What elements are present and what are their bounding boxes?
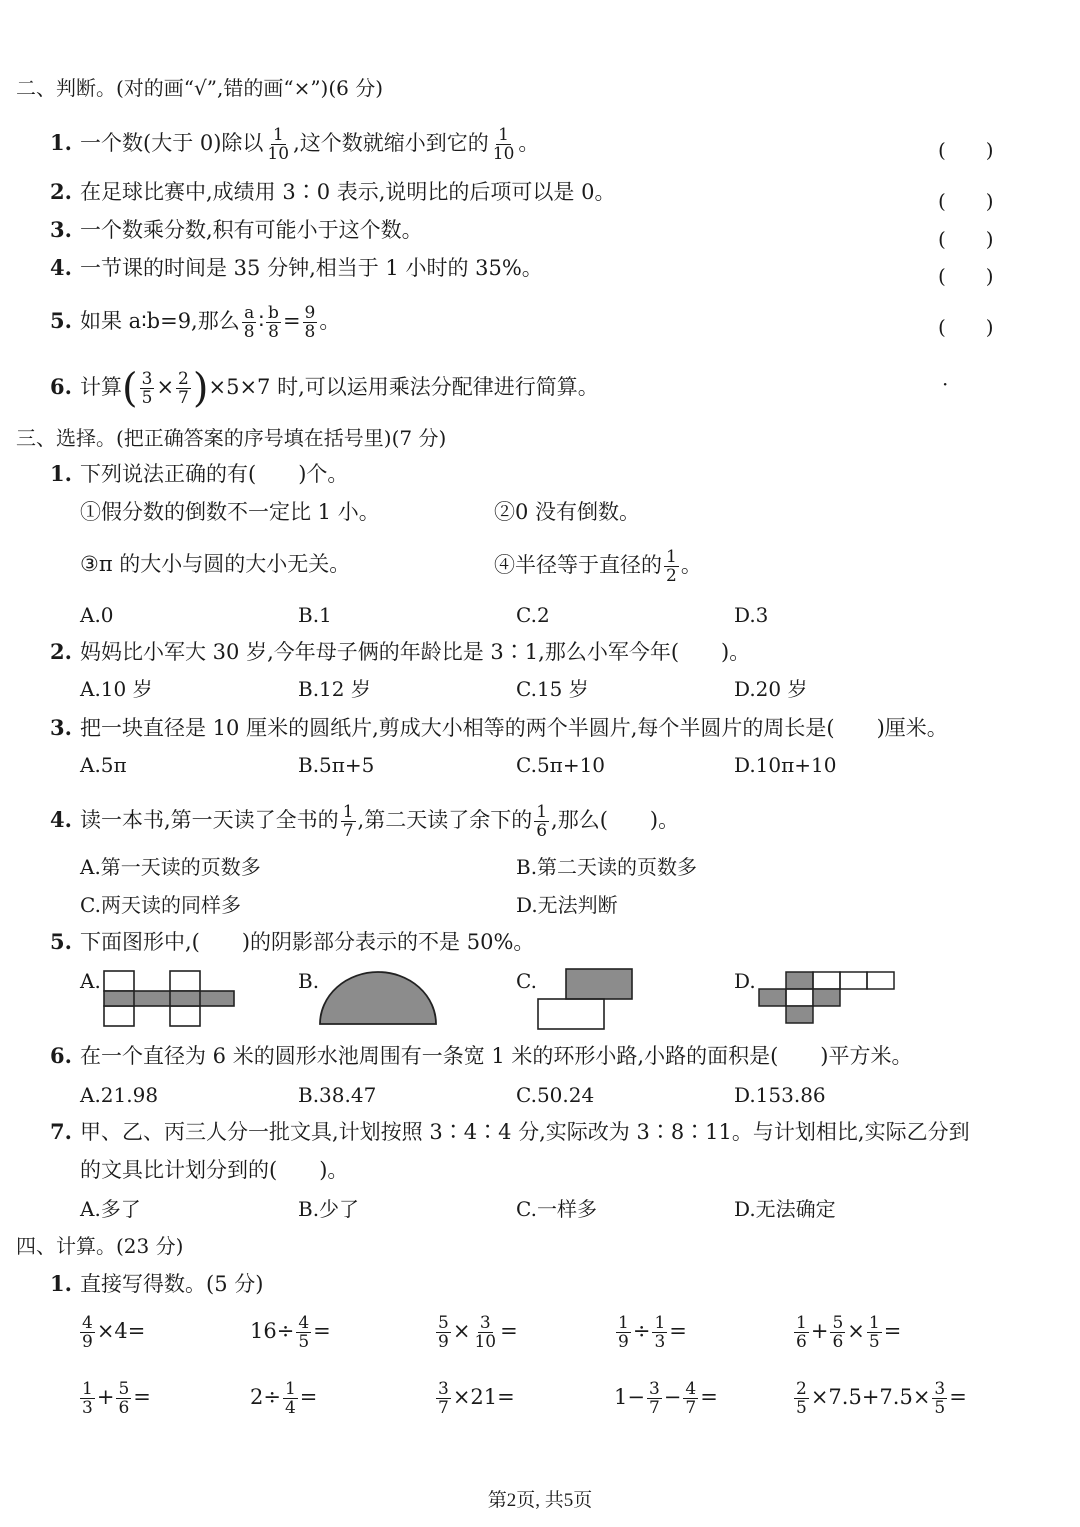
statement-1: ①假分数的倒数不一定比 1 小。 [80,500,380,524]
section-2-title: 二、判断。(对的画“√”,错的画“×”)(6 分) [16,76,384,100]
choice-item-2: 2. 妈妈比小军大 30 岁,今年母子俩的年龄比是 3∶1,那么小军今年( )。 [50,639,751,664]
option-7b[interactable]: B.少了 [298,1197,360,1221]
answer-blank-3[interactable]: ( ) [938,227,994,251]
option-7d[interactable]: D.无法确定 [734,1197,836,1221]
option-2c[interactable]: C.15 岁 [516,677,589,701]
judge-item-6: 6. 计算( $\frac{3}{5}$ × $\frac{2}{7}$ )×5×7 时,可以运用乘法分配律进行简算。 [50,365,599,412]
judge-item-3: 3. 一个数乘分数,积有可能小于这个数。 [50,217,423,242]
choice-item-1: 1. 下列说法正确的有( )个。 [50,461,349,486]
calc-1-3: $\frac{5}{9}$ × $\frac{3}{10}$ = [438,1313,518,1352]
option-5c-label[interactable]: C. [516,969,537,993]
judge-item-2: 2. 在足球比赛中,成绩用 3∶0 表示,说明比的后项可以是 0。 [50,179,616,204]
figure-c [534,966,638,1032]
figure-b [316,968,440,1028]
option-5b-label[interactable]: B. [298,969,320,993]
option-3a[interactable]: A.5π [80,753,127,777]
calc-2-4: 1− $\frac{3}{7}$ − $\frac{4}{7}$ = [614,1379,718,1418]
choice-item-7-cont: 的文具比计划分到的( )。 [80,1158,349,1182]
judge-item-4: 4. 一节课的时间是 35 分钟,相当于 1 小时的 35%。 [50,255,543,280]
answer-blank-4[interactable]: ( ) [938,264,994,288]
choice-item-6: 6. 在一个直径为 6 米的圆形水池周围有一条宽 1 米的环形小路,小路的面积是( )平方米。 [50,1043,913,1068]
option-3b[interactable]: B.5π+5 [298,753,375,777]
choice-item-4: 4. 读一本书,第一天读了全书的 $\frac{1}{7}$ ,第二天读了余下的 $\frac{1}{6}$ ,那么( )。 [50,802,680,841]
page-footer: 第2页, 共5页 [487,1490,593,1511]
calc-2-2: 2÷ $\frac{1}{4}$ = [250,1379,318,1418]
option-2d[interactable]: D.20 岁 [734,677,808,701]
judge-item-1: 1. 一个数(大于 0)除以 $\frac{1}{10}$ ,这个数就缩小到它的 $\frac{1}{10}$ 。 [50,125,540,164]
section-3-title: 三、选择。(把正确答案的序号填在括号里)(7 分) [16,426,447,450]
choice-item-3: 3. 把一块直径是 10 厘米的圆纸片,剪成大小相等的两个半圆片,每个半圆片的周长是( )厘米。 [50,715,948,740]
choice-item-5: 5. 下面图形中,( )的阴影部分表示的不是 50%。 [50,929,535,954]
option-7a[interactable]: A.多了 [80,1197,141,1221]
option-6b[interactable]: B.38.47 [298,1083,377,1107]
option-3c[interactable]: C.5π+10 [516,753,606,777]
answer-blank-2[interactable]: ( ) [938,189,994,213]
option-4b[interactable]: B.第二天读的页数多 [516,855,698,879]
option-5d-label[interactable]: D. [734,969,756,993]
calc-1-5: $\frac{1}{6}$ + $\frac{5}{6}$ × $\frac{1}{5}$ = [796,1313,902,1352]
option-2a[interactable]: A.10 岁 [80,677,153,701]
option-3d[interactable]: D.10π+10 [734,753,837,777]
calc-1-2: 16÷ $\frac{4}{5}$ = [250,1313,331,1352]
option-1c[interactable]: C.2 [516,603,550,627]
option-2b[interactable]: B.12 岁 [298,677,371,701]
statement-4: ④半径等于直径的 $\frac{1}{2}$ 。 [494,547,702,586]
calc-1-4: $\frac{1}{9}$ ÷ $\frac{1}{3}$ = [618,1313,687,1352]
choice-item-7: 7. 甲、乙、丙三人分一批文具,计划按照 3∶4∶4 分,实际改为 3∶8∶11。与计划相比,实际乙分到 [50,1119,970,1144]
figure-d [756,970,900,1026]
answer-mark-6: · [942,372,949,396]
statement-3: ③π 的大小与圆的大小无关。 [80,552,351,576]
option-1b[interactable]: B.1 [298,603,332,627]
option-6d[interactable]: D.153.86 [734,1083,826,1107]
calc-subtitle: 1. 直接写得数。(5 分) [50,1271,264,1296]
option-6a[interactable]: A.21.98 [80,1083,159,1107]
option-4a[interactable]: A.第一天读的页数多 [80,855,261,879]
option-7c[interactable]: C.一样多 [516,1197,597,1221]
answer-blank-1[interactable]: ( ) [938,138,994,162]
judge-item-5: 5. 如果 a∶b=9,那么 $\frac{a}{8}$ ∶ $\frac{b}{8}$ = $\frac{9}{8}$ 。 [50,303,341,342]
option-6c[interactable]: C.50.24 [516,1083,595,1107]
section-4-title: 四、计算。(23 分) [16,1234,184,1258]
calc-2-3: $\frac{3}{7}$ ×21= [438,1379,515,1418]
option-1a[interactable]: A.0 [80,603,114,627]
option-5a-label[interactable]: A. [80,969,101,993]
option-1d[interactable]: D.3 [734,603,769,627]
answer-blank-5[interactable]: ( ) [938,315,994,339]
calc-2-5: $\frac{2}{5}$ ×7.5+7.5× $\frac{3}{5}$ = [796,1379,967,1418]
option-4c[interactable]: C.两天读的同样多 [80,893,241,917]
option-4d[interactable]: D.无法判断 [516,893,618,917]
calc-2-1: $\frac{1}{3}$ + $\frac{5}{6}$ = [82,1379,151,1418]
statement-2: ②0 没有倒数。 [494,500,641,524]
calc-1-1: $\frac{4}{9}$ ×4= [82,1313,146,1352]
figure-a [98,968,238,1030]
